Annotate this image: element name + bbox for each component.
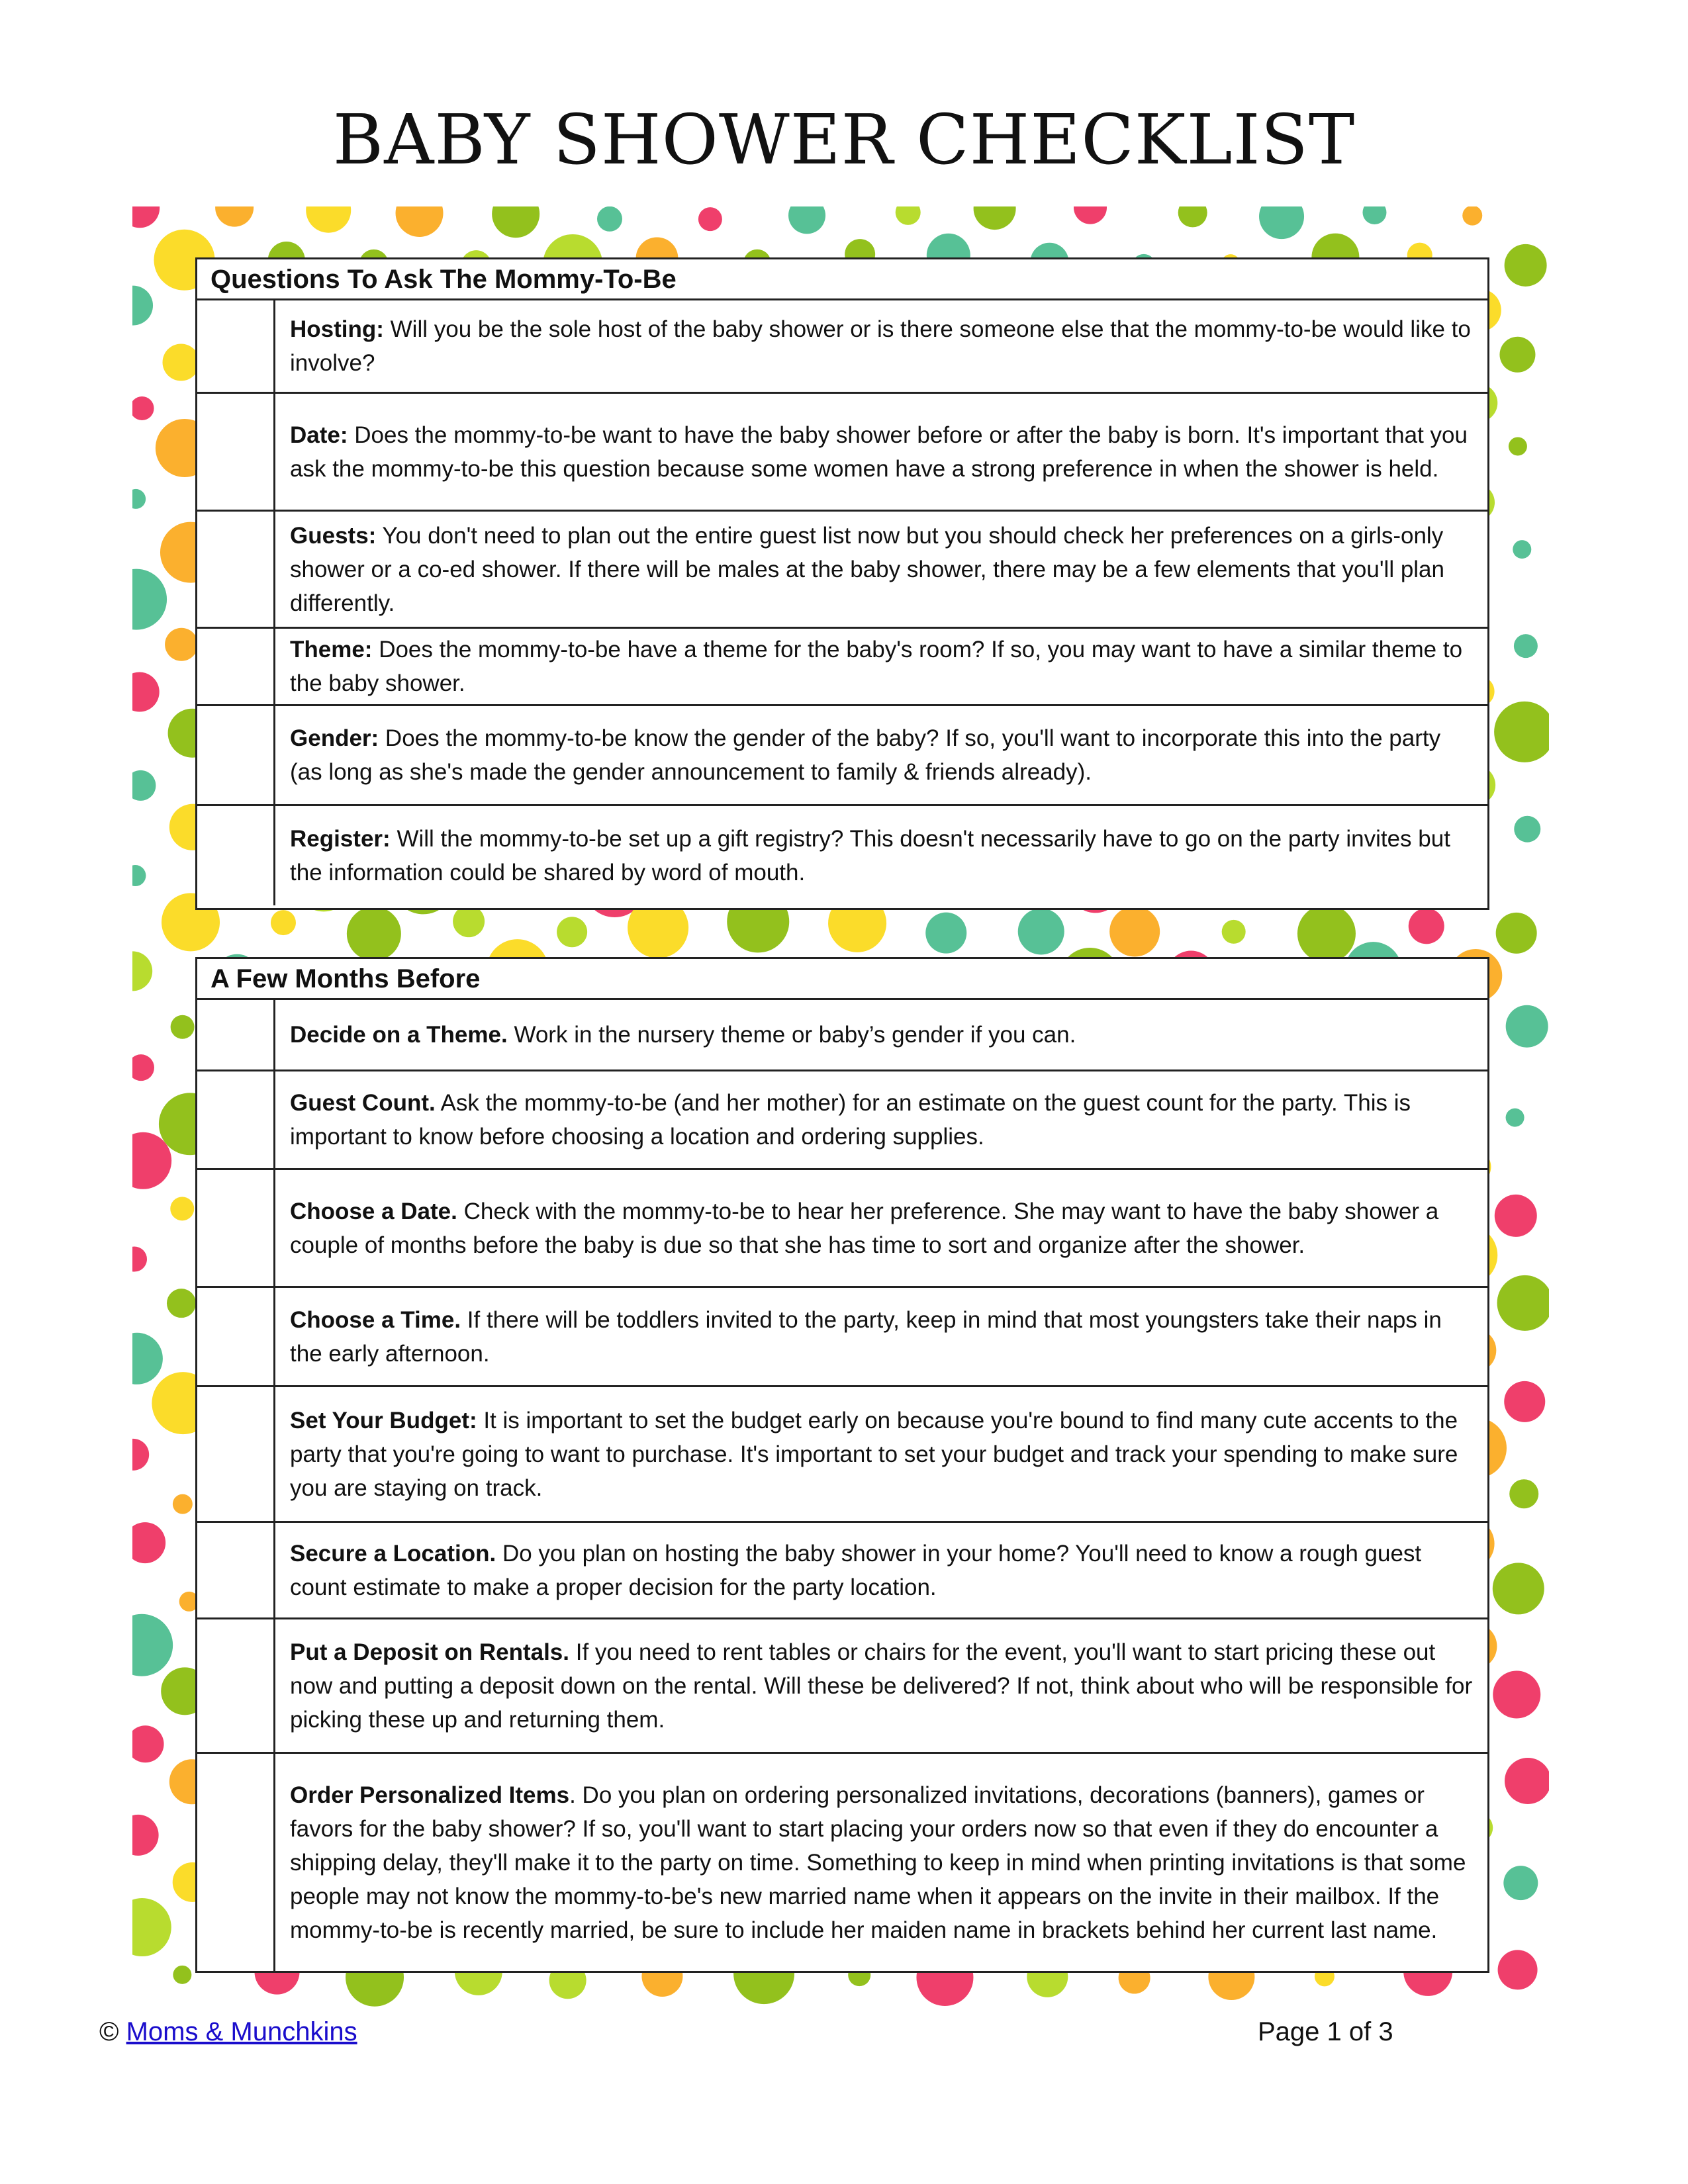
polka-dot xyxy=(132,286,153,326)
checkbox-cell[interactable] xyxy=(197,1071,275,1168)
item-label: Choose a Time. xyxy=(290,1306,461,1333)
polka-dot xyxy=(132,396,154,420)
checkbox-cell[interactable] xyxy=(197,706,275,804)
item-label: Order Personalized Items xyxy=(290,1782,570,1808)
item-label: Gender: xyxy=(290,725,379,751)
checklist-row xyxy=(197,1071,1487,1170)
polka-dot xyxy=(1505,1758,1549,1804)
item-description: Will the mommy-to-be set up a gift registry? This doesn't necessarily have to go on the party invites but the information could be shared by word of mouth. xyxy=(290,826,1450,886)
item-label: Set Your Budget: xyxy=(290,1407,477,1433)
item-description: Ask the mommy-to-be (and her mother) for an estimate on the guest count for the party. This is important to know before choosing a location and ordering supplies. xyxy=(290,1090,1411,1150)
polka-dot xyxy=(132,569,167,630)
page-number: Page 1 of 3 xyxy=(1258,2017,1393,2046)
polka-dot xyxy=(1498,1950,1538,1989)
checklist-item-text xyxy=(275,1071,1487,1168)
polka-dot xyxy=(1495,1195,1537,1237)
checklist-row xyxy=(197,1288,1487,1387)
item-description: Does the mommy-to-be know the gender of the baby? If so, you'll want to incorporate this into the party (as long as she's made the gender announcement to family & friends already). xyxy=(290,725,1441,785)
checklist-row xyxy=(197,394,1487,512)
section-heading: Questions To Ask The Mommy-To-Be xyxy=(197,259,1487,300)
item-label: Decide on a Theme. xyxy=(290,1022,508,1048)
polka-dot xyxy=(1496,913,1537,954)
checklist-item-text xyxy=(275,706,1487,804)
checkbox-cell[interactable] xyxy=(197,300,275,392)
checklist-item-text xyxy=(275,806,1487,905)
checklist-item-text xyxy=(275,1754,1487,1971)
polka-dot xyxy=(132,1815,159,1856)
polka-dot xyxy=(132,1247,147,1272)
footer-copyright xyxy=(99,2015,357,2048)
polka-dot xyxy=(1503,1866,1538,1900)
polka-dot xyxy=(1018,908,1064,954)
checkbox-cell[interactable] xyxy=(197,806,275,905)
polka-dot xyxy=(1409,908,1444,944)
polka-dot xyxy=(173,1494,193,1514)
polka-dot xyxy=(132,489,146,509)
checkbox-cell[interactable] xyxy=(197,629,275,704)
polka-dot xyxy=(173,1966,191,1984)
item-description: Does the mommy-to-be have a theme for the baby's room? If so, you may want to have a similar theme to the baby shower. xyxy=(290,637,1463,696)
polka-dot xyxy=(925,913,966,954)
checklist-row xyxy=(197,1619,1487,1754)
checkbox-cell[interactable] xyxy=(197,1288,275,1385)
item-label: Hosting: xyxy=(290,316,384,342)
polka-dot xyxy=(1505,244,1547,287)
checklist-item-text xyxy=(275,394,1487,510)
checklist-row xyxy=(197,1754,1487,1971)
polka-dot xyxy=(1509,437,1527,455)
checklist-item-text xyxy=(275,1288,1487,1385)
item-label: Put a Deposit on Rentals. xyxy=(290,1639,569,1665)
checklist-row xyxy=(197,1387,1487,1523)
item-label: Guests: xyxy=(290,522,377,549)
item-description: Does the mommy-to-be want to have the baby shower before or after the baby is born. It's important that you ask the mommy-to-be this question because some women have a strong preference in when the shower is held. xyxy=(290,422,1468,482)
checkbox-cell[interactable] xyxy=(197,1000,275,1069)
checklist-item-text xyxy=(275,512,1487,627)
item-description: Will you be the sole host of the baby shower or is there someone else that the mommy-to-be would like to involve? xyxy=(290,316,1471,376)
polka-dot xyxy=(271,910,296,935)
polka-dot xyxy=(1493,1563,1544,1614)
checklist-row xyxy=(197,1000,1487,1071)
item-description: If there will be toddlers invited to the party, keep in mind that most youngsters take their naps in the early afternoon. xyxy=(290,1306,1442,1367)
item-label: Register: xyxy=(290,826,391,852)
checklist-row xyxy=(197,629,1487,706)
polka-dot xyxy=(132,1614,173,1676)
polka-dot xyxy=(1514,816,1540,842)
polka-dot xyxy=(1109,906,1160,956)
polka-dot xyxy=(1499,337,1535,373)
polka-dot xyxy=(1506,1005,1548,1048)
checklist-item-text xyxy=(275,1523,1487,1617)
questions-section xyxy=(195,257,1489,910)
polka-dot xyxy=(698,207,722,231)
polka-dot xyxy=(132,1439,149,1471)
checklist-item-text xyxy=(275,300,1487,392)
checkbox-cell[interactable] xyxy=(197,1523,275,1617)
polka-dot xyxy=(492,206,539,238)
few-months-before-section xyxy=(195,957,1489,1973)
item-label: Theme: xyxy=(290,637,373,662)
checklist-item-text xyxy=(275,1619,1487,1752)
polka-dot xyxy=(132,770,156,801)
polka-dot xyxy=(132,1522,165,1563)
polka-dot xyxy=(347,907,401,961)
polka-dot xyxy=(132,672,160,712)
checkbox-cell[interactable] xyxy=(197,1619,275,1752)
item-description: . Do you plan on ordering personalized invitations, decorations (banners), games or favors for the baby shower? If so, you'll want to start placing your orders now so that even if they do encounter a shipping delay, they'll make it to the party on time. Something to keep in mind when printing invitations is that some people may not know the mommy-to-be's new married name when it appears on the invite in their mailbox. If the mommy-to-be is recently married, be sure to include her maiden name in brackets behind her current last name. xyxy=(290,1782,1466,1943)
polka-dot xyxy=(1362,206,1386,224)
item-description: You don't need to plan out the entire guest list now but you should check her preferences on a girls-only shower or a co-ed shower. If there will be males at the baby shower, there may be a few elements that you'll plan differently. xyxy=(290,522,1444,616)
polka-dot xyxy=(453,905,485,937)
checkbox-cell[interactable] xyxy=(197,394,275,510)
polka-dot xyxy=(1178,206,1207,227)
checklist-row xyxy=(197,512,1487,629)
moms-munchkins-link[interactable]: Moms & Munchkins xyxy=(126,2017,357,2046)
checklist-row xyxy=(197,806,1487,905)
polka-dot xyxy=(1504,1381,1545,1422)
polka-dot xyxy=(1506,1109,1524,1127)
polka-dot xyxy=(1297,905,1356,963)
polka-dot xyxy=(1462,206,1482,226)
checklist-item-text xyxy=(275,1000,1487,1069)
polka-dot xyxy=(1494,702,1549,762)
polka-dot xyxy=(132,951,152,991)
item-label: Date: xyxy=(290,422,348,448)
polka-dot xyxy=(215,206,254,227)
polka-dot xyxy=(163,343,200,381)
polka-dot xyxy=(1259,206,1304,239)
checklist-item-text xyxy=(275,1170,1487,1286)
checklist-item-text xyxy=(275,1387,1487,1521)
item-description: If you need to rent tables or chairs for the event, you'll want to start pricing these out now and putting a deposit down on the rental. Will these be delivered? If not, think about who will be responsible for picking these up and returning them. xyxy=(290,1639,1473,1733)
copyright-symbol: © xyxy=(99,2017,119,2046)
checkbox-cell[interactable] xyxy=(197,512,275,627)
polka-dot xyxy=(132,1725,164,1762)
polka-dot xyxy=(896,206,921,225)
polka-dot xyxy=(1493,1670,1540,1718)
polka-dot xyxy=(132,206,160,228)
polka-dot xyxy=(974,206,1016,230)
checkbox-cell[interactable] xyxy=(197,1754,275,1971)
polka-dot xyxy=(167,1289,196,1318)
polka-dot xyxy=(1497,1275,1549,1331)
polka-dot xyxy=(132,1898,171,1956)
section-heading: A Few Months Before xyxy=(197,959,1487,1000)
checklist-row xyxy=(197,300,1487,394)
polka-dot xyxy=(1222,920,1246,944)
polka-dot xyxy=(132,1333,163,1385)
item-label: Secure a Location. xyxy=(290,1540,496,1567)
item-description: Check with the mommy-to-be to hear her preference. She may want to have the baby shower a couple of months before the baby is due so that she has time to sort and organize after the shower. xyxy=(290,1198,1439,1258)
polka-dot xyxy=(597,206,622,232)
checklist-item-text xyxy=(275,629,1487,704)
checkbox-cell[interactable] xyxy=(197,1387,275,1521)
checklist-row xyxy=(197,706,1487,806)
item-description: Work in the nursery theme or baby’s gender if you can. xyxy=(507,1022,1076,1048)
polka-dot xyxy=(165,628,198,661)
polka-dot xyxy=(1514,634,1538,658)
page-title: BABY SHOWER CHECKLIST xyxy=(332,99,1356,180)
polka-dot xyxy=(396,206,444,237)
polka-dot xyxy=(557,917,587,947)
polka-dot xyxy=(1074,206,1107,224)
item-description: Do you plan on hosting the baby shower in your home? You'll need to know a rough guest count estimate to make a proper decision for the party location. xyxy=(290,1540,1422,1600)
polka-dot xyxy=(306,206,351,233)
polka-dot xyxy=(1513,540,1531,559)
item-description: It is important to set the budget early on because you're bound to find many cute accents to the party that you're going to want to purchase. It's important to set your budget and track your spending to make sure you are staying on track. xyxy=(290,1407,1458,1501)
polka-dot xyxy=(171,1015,195,1039)
polka-dot xyxy=(170,1197,194,1220)
polka-dot xyxy=(132,865,146,886)
item-label: Choose a Date. xyxy=(290,1198,457,1224)
checkbox-cell[interactable] xyxy=(197,1170,275,1286)
checklist-row xyxy=(197,1170,1487,1288)
polka-dot xyxy=(788,206,825,234)
polka-dot xyxy=(132,1054,154,1081)
polka-dot xyxy=(1509,1479,1538,1508)
item-label: Guest Count. xyxy=(290,1090,436,1116)
checklist-row xyxy=(197,1523,1487,1619)
